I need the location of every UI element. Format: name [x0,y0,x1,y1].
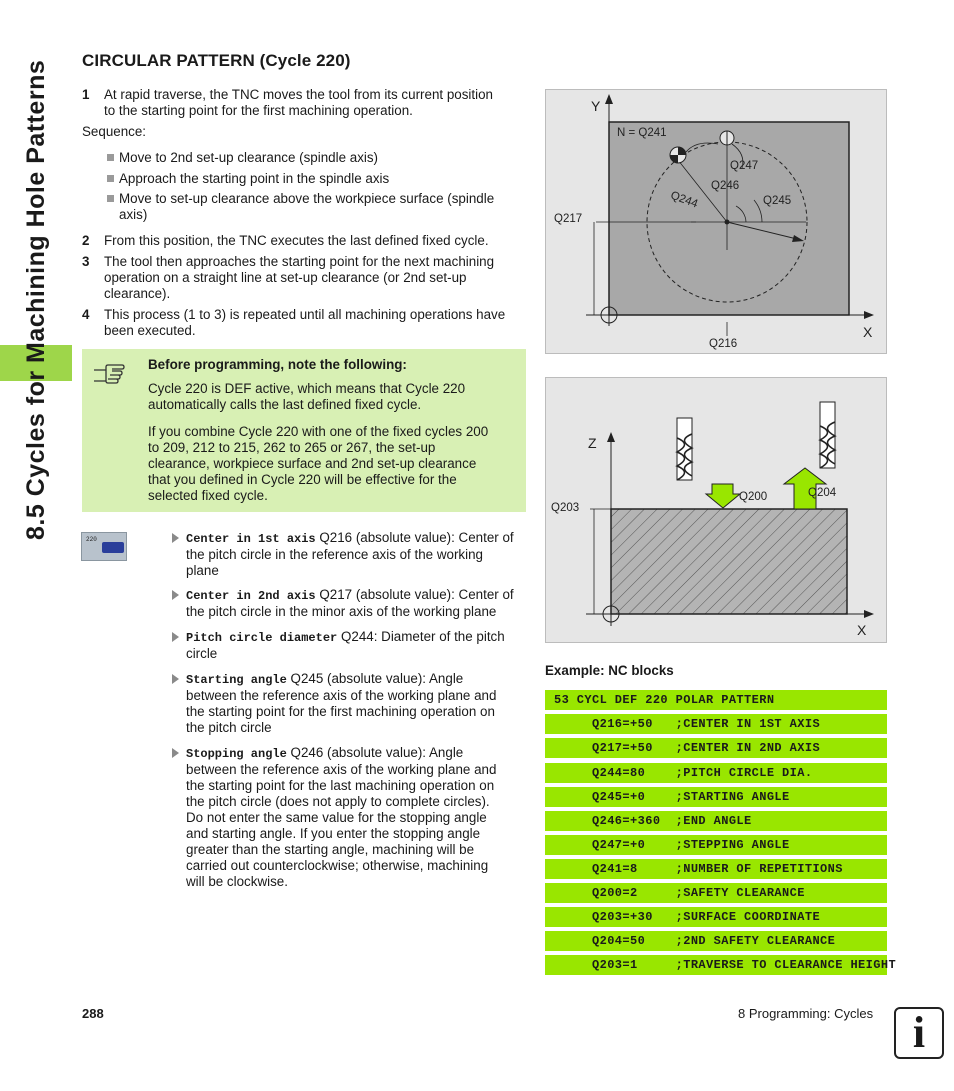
example-title: Example: NC blocks [545,663,674,678]
step-text: From this position, the TNC executes the last defined fixed cycle. [104,233,489,248]
dimension-label: Q247 [730,160,759,172]
chapter-footer: 8 Programming: Cycles [738,1006,874,1021]
nc-block-row: Q200=2 ;SAFETY CLEARANCE [545,883,887,903]
nc-block-row: Q245=+0 ;STARTING ANGLE [545,787,887,807]
programming-note [82,349,526,512]
nc-block-row: Q203=1 ;TRAVERSE TO CLEARANCE HEIGHT [545,955,887,975]
figure-polar-pattern-xy [545,89,887,354]
step-number: 4 [82,307,90,322]
nc-block-row: Q204=50 ;2ND SAFETY CLEARANCE [545,931,887,951]
dimension-label: Q217 [554,213,583,225]
dimension-label: Q204 [808,487,837,499]
bullet-item: Move to 2nd set-up clearance (spindle axis) [107,150,378,166]
sequence-label: Sequence: [82,124,147,139]
arrow-right-icon [172,748,179,758]
step-number: 1 [82,87,90,102]
nc-block-row: Q247=+0 ;STEPPING ANGLE [545,835,887,855]
dimension-label: Q245 [763,195,792,207]
dimension-label: Q203 [551,502,580,514]
nc-block-row: Q246=+360 ;END ANGLE [545,811,887,831]
parameter-entry: Stopping angle Q246 (absolute value): Angle between the reference axis of the working plane and the starting point for the last machining operation on the pitch circle (does not apply to complete circles). Do not enter the same value for the stopping angle and starting angle. If you enter the stopping angle greater than the starting angle, machining will be carried out counterclockwise; otherwise, machining will be clockwise. [172,745,526,890]
cycle-220-softkey[interactable] [81,532,127,561]
step-text: This process (1 to 3) is repeated until all machining operations have been executed. [104,307,506,338]
parameter-entry: Center in 2nd axis Q217 (absolute value): Center of the pitch circle in the minor axis of the working plane [172,587,526,620]
side-view-drawing [546,378,888,644]
nc-block-row: Q216=+50 ;CENTER IN 1ST AXIS [545,714,887,734]
y-axis-label: Y [591,98,601,114]
dimension-label: Q244 [668,189,700,211]
figure-side-view-xz [545,377,887,643]
page-number: 288 [82,1006,104,1021]
arrow-right-icon [172,674,179,684]
chapter-side-title: 8.5 Cycles for Machining Hole Patterns [22,59,50,540]
arrow-right-icon [172,533,179,543]
polar-pattern-drawing [546,90,888,355]
nc-block-row: Q203=+30 ;SURFACE COORDINATE [545,907,887,927]
parameter-entry: Center in 1st axis Q216 (absolute value): Center of the pitch circle in the reference axis of the working plane [172,530,526,579]
dimension-label: Q216 [709,338,738,350]
polar-pattern-icon [102,542,124,553]
nc-block-row: Q217=+50 ;CENTER IN 2ND AXIS [545,738,887,758]
info-icon: i [894,1007,944,1059]
softkey-label: 220 [86,536,97,543]
note-title: Before programming, note the following: [148,357,407,372]
section-heading: CIRCULAR PATTERN (Cycle 220) [82,51,351,70]
step-number: 2 [82,233,90,248]
z-axis-label: Z [588,435,597,451]
arrow-right-icon [172,632,179,642]
bullet-item-continuation: axis) [119,207,148,222]
dimension-label: N = Q241 [617,127,667,139]
step-text: At rapid traverse, the TNC moves the tool from its current position to the starting point for the first machining operation. [104,87,493,118]
arrow-right-icon [172,590,179,600]
bullet-item: Move to set-up clearance above the workpiece surface (spindle [107,191,494,207]
nc-block-row: Q241=8 ;NUMBER OF REPETITIONS [545,859,887,879]
pointing-hand-icon [92,361,126,385]
nc-block-row: Q244=80 ;PITCH CIRCLE DIA. [545,763,887,783]
note-paragraph: Cycle 220 is DEF active, which means that Cycle 220 automatically calls the last defined fixed cycle. [148,381,466,412]
bullet-item: Approach the starting point in the spindle axis [107,171,389,187]
step-number: 3 [82,254,90,269]
dimension-label: Q200 [739,491,768,503]
note-paragraph: If you combine Cycle 220 with one of the fixed cycles 200 to 209, 212 to 215, 262 to 265 or 267, the set-up clearance, workpiece surface and 2nd set-up clearance that you defined in Cycle 220 will be effective for the selected fixed cycle. [148,424,489,503]
dimension-label: Q246 [711,180,740,192]
parameter-entry: Starting angle Q245 (absolute value): Angle between the reference axis of the working plane and the starting point for the first machining operation on the pitch circle [172,671,526,736]
nc-block-row: 53 CYCL DEF 220 POLAR PATTERN [545,690,887,710]
parameter-entry: Pitch circle diameter Q244: Diameter of the pitch circle [172,629,526,662]
x-axis-label: X [863,324,873,340]
step-text: The tool then approaches the starting point for the next machining operation on a straight line at set-up clearance (or 2nd set-up clearance). [104,254,495,301]
x-axis-label: X [857,622,867,638]
